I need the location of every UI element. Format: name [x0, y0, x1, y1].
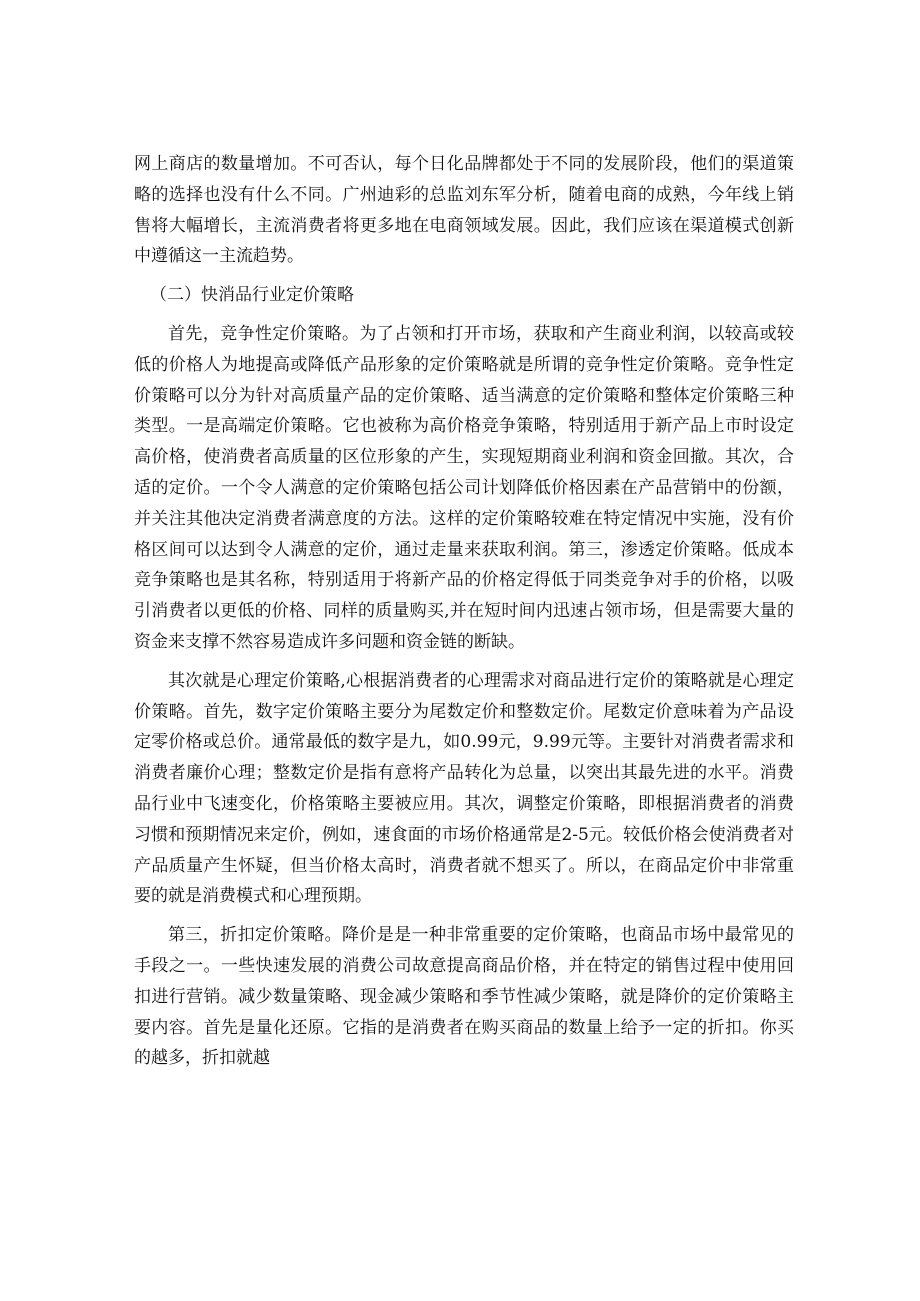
paragraph-channel-strategy-continuation: 网上商店的数量增加。不可否认，每个日化品牌都处于不同的发展阶段，他们的渠道策略的选择也没有什么不同。广州迪彩的总监刘东军分析，随着电商的成熟，今年线上销售将大幅增长，主流消费者将更多地在电商领域发展。因此，我们应该在渠道模式创新中遵循这一主流趋势。: [134, 154, 794, 267]
paragraph-psychological-pricing: 其次就是心理定价策略,心根据消费者的心理需求对商品进行定价的策略就是心理定价策略。首先，数字定价策略主要分为尾数定价和整数定价。尾数定价意味着为产品设定零价格或总价。通常最低的数字是九，如0.99元，9.99元等。主要针对消费者需求和消费者廉价心理；整数定价是指有意将产品转化为总量，以突出其最先进的水平。消费品行业中飞速变化，价格策略主要被应用。其次，调整定价策略，即根据消费者的消费习惯和预期情况来定价，例如，速食面的市场价格通常是2-5元。较低价格会使消费者对产品质量产生怀疑，但当价格太高时，消费者就不想买了。所以，在商品定价中非常重要的就是消费模式和心理预期。: [134, 670, 794, 907]
paragraph-discount-pricing: 第三，折扣定价策略。降价是是一种非常重要的定价策略，也商品市场中最常见的手段之一。一些快速发展的消费公司故意提高商品价格，并在特定的销售过程中使用回扣进行营销。减少数量策略、现金减少策略和季节性减少策略，就是降价的定价策略主要内容。首先是量化还原。它指的是消费者在购买商品的数量上给予一定的折扣。你买的越多，折扣就越: [134, 925, 794, 1069]
document-body: [134, 149, 794, 1082]
paragraph-competitive-pricing: 首先，竞争性定价策略。为了占领和打开市场，获取和产生商业利润，以较高或较低的价格人为地提高或降低产品形象的定价策略就是所谓的竞争性定价策略。竞争性定价策略可以分为针对高质量产品的定价策略、适当满意的定价策略和整体定价策略三种类型。一是高端定价策略。它也被称为高价格竞争策略，特别适用于新产品上市时设定高价格，使消费者高质量的区位形象的产生，实现短期商业利润和资金回撤。其次，合适的定价。一个令人满意的定价策略包括公司计划降低价格因素在产品营销中的份额，并关注其他决定消费者满意度的方法。这样的定价策略较难在特定情况中实施，没有价格区间可以达到令人满意的定价，通过走量来获取利润。第三，渗透定价策略。低成本竞争策略也是其名称，特别适用于将新产品的价格定得低于同类竞争对手的价格，以吸引消费者以更低的价格、同样的质量购买,并在短时间内迅速占领市场，但是需要大量的资金来支撑不然容易造成许多问题和资金链的断缺。: [134, 323, 794, 652]
section-heading-pricing-strategy: （二）快消品行业定价策略: [150, 285, 354, 306]
